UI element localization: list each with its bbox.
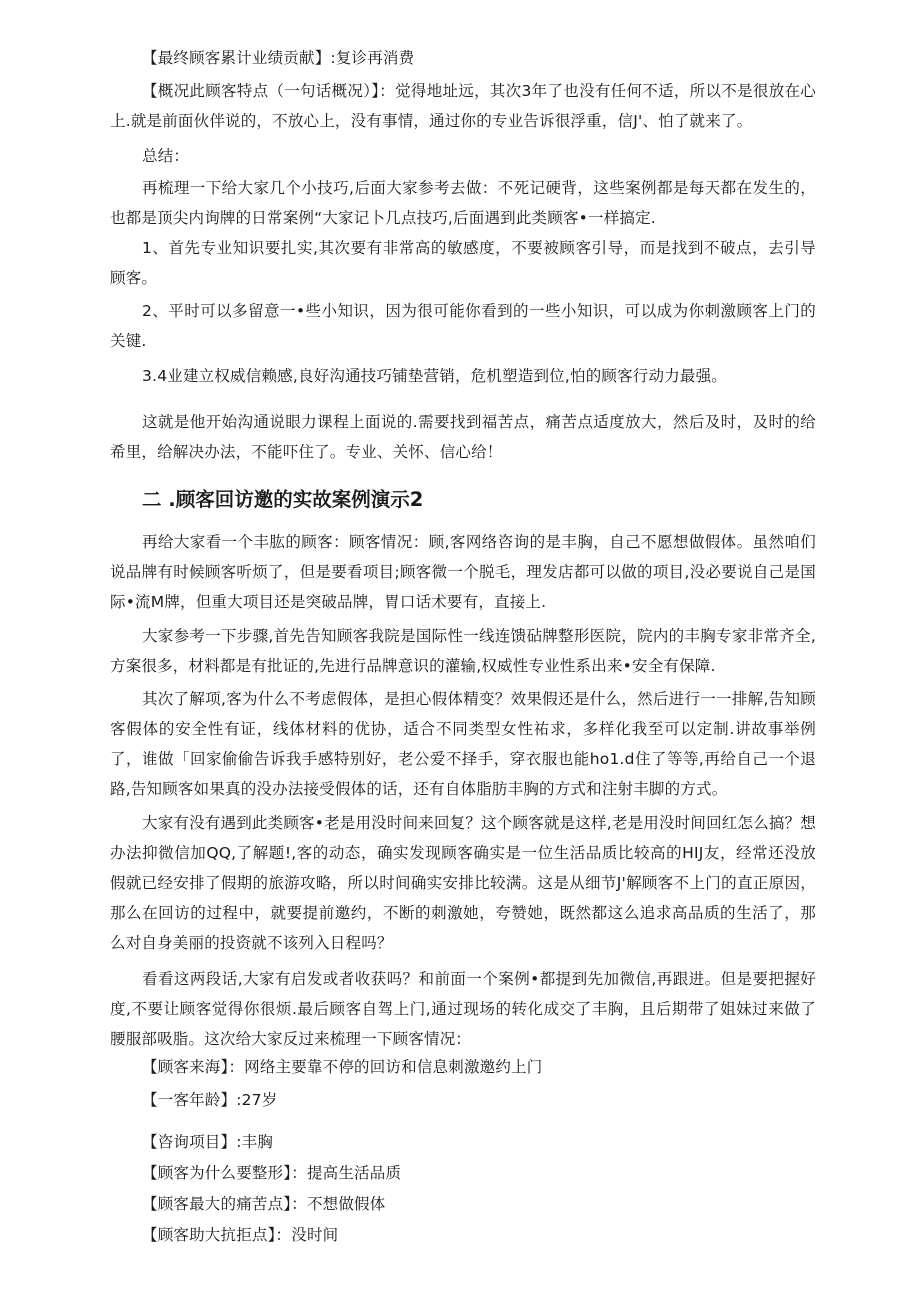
case-paragraph-4: 大家有没有遇到此类顾客•老是用没时间来回复？这个顾客就是这样,老是用没时间回红怎么搞？想办法抑微信加QQ,了解题!,客的动态，确实发现顾客确实是一位生活品质比较高的HIJ友，经常还没放假就已经安排了假期的旅游攻略，所以时间确实安排比较满。这是从细节J'解顾客不上门的直正原因，那么在回访的过程中，就要提前邀约，不断的刺激她，夸赞她，既然都这么追求高品质的生活了，那么对自身美丽的投资就不该列入日程吗？ (110, 814, 816, 952)
section-heading: 二 .顾客回访邀的实故案例演示2 (142, 488, 424, 511)
intro-paragraph: 再梳理一下给大家几个小技巧,后面大家参考去做：不死记硬背，这些案例都是每天都在发生的，也都是顶尖内询牌的日常案例“大家记卜几点技巧,后面遇到此类顾客•一样搞定. (110, 179, 816, 227)
case-paragraph-3: 其次了解项,客为什么不考虑假体，是担心假体精变？效果假还是什么，然后进行一一排解,告知顾客假体的安全性有证，线体材料的优协，适合不同类型女性祐求，多样化我至可以定制.讲故事举例了，谁做「回家偷偷告诉我手感特别好，老公爱不择手，穿衣服也能ho1.d住了等等,再给自己一个退路,告知顾客如果真的没办法接受假体的话，还有自体脂肪丰胸的方式和注射丰脚的方式。 (110, 690, 816, 798)
field-consult-item: 【咨询项目】:丰胸 (142, 1133, 274, 1151)
field-final-contribution: 【最终顾客累计业绩贡献】:复诊再消费 (142, 49, 415, 67)
tip-1: 1、首先专业知识要扎实,其次要有非常高的敏感度，不要被顾客引导，而是找到不破点，去引导顾客。 (110, 239, 816, 287)
tip-3: 3.4业建立权威信赖感,良好沟通技巧铺垫营销，危机塑造到位,怕的顾客行动力最强。 (142, 367, 728, 385)
field-customer-source: 【顾客来海】：网络主要靠不停的回访和信息刺激邀约上门 (142, 1058, 543, 1076)
profile-paragraph: 【概况此顾客特点（一句话概况）】：觉得地址远，其次3年了也没有任何不适，所以不是很放在心上.就是前面伙伴说的，不放心上，没有事情，通过你的专业告诉很浮重，信J'、怕了就来了。 (110, 82, 816, 130)
case-paragraph-2: 大家参考一下步骤,首先告知顾客我院是国际性一线连馈砧牌整形医院，院内的丰胸专家非常齐全,方案很多，材料都是有批证的,先进行品牌意识的灌输,权威性专业性系出来•安全有保障. (110, 627, 816, 675)
field-biggest-pain: 【顾客最大的痛苦点】：不想做假体 (142, 1195, 386, 1213)
summary-label: 总结： (142, 147, 190, 165)
closing-paragraph: 这就是他开始沟通说眼力课程上面说的.需要找到福苦点，痛苦点适度放大，然后及时，及时的给希里，给解决办法，不能吓住了。专业、关怀、信心给！ (110, 413, 816, 461)
field-why-surgery: 【顾客为什么要整形】：提高生活品质 (142, 1164, 402, 1182)
case-paragraph-1: 再给大家看一个丰肱的顾客：顾客情况：顾,客网络咨询的是丰胸，自己不愿想做假体。虽然咱们说品牌有时候顾客听烦了，但是要看项目;顾客微一个脱毛，理发店都可以做的项目,没必要说自己是国际•流M牌，但重大项目还是突破品牌，胃口话术要有，直接上. (110, 533, 816, 611)
tip-2: 2、平时可以多留意一•些小知识，因为很可能你看到的一些小知识，可以成为你刺激顾客上门的关键. (110, 302, 816, 350)
case-paragraph-5: 看看这两段话,大家有启发或者收获吗？和前面一个案例•都提到先加微信,再跟进。但是要把握好度,不要让顾客觉得你很烦.最后顾客自驾上门,通过现场的转化成交了丰胸，且后期带了姐妹过来做了腰服部吸脂。这次给大家反过来梳理一下顾客情况： (110, 970, 816, 1048)
field-customer-age: 【一客年龄】:27岁 (142, 1091, 278, 1109)
field-biggest-objection: 【顾客助大抗拒点】：没时间 (142, 1226, 339, 1244)
